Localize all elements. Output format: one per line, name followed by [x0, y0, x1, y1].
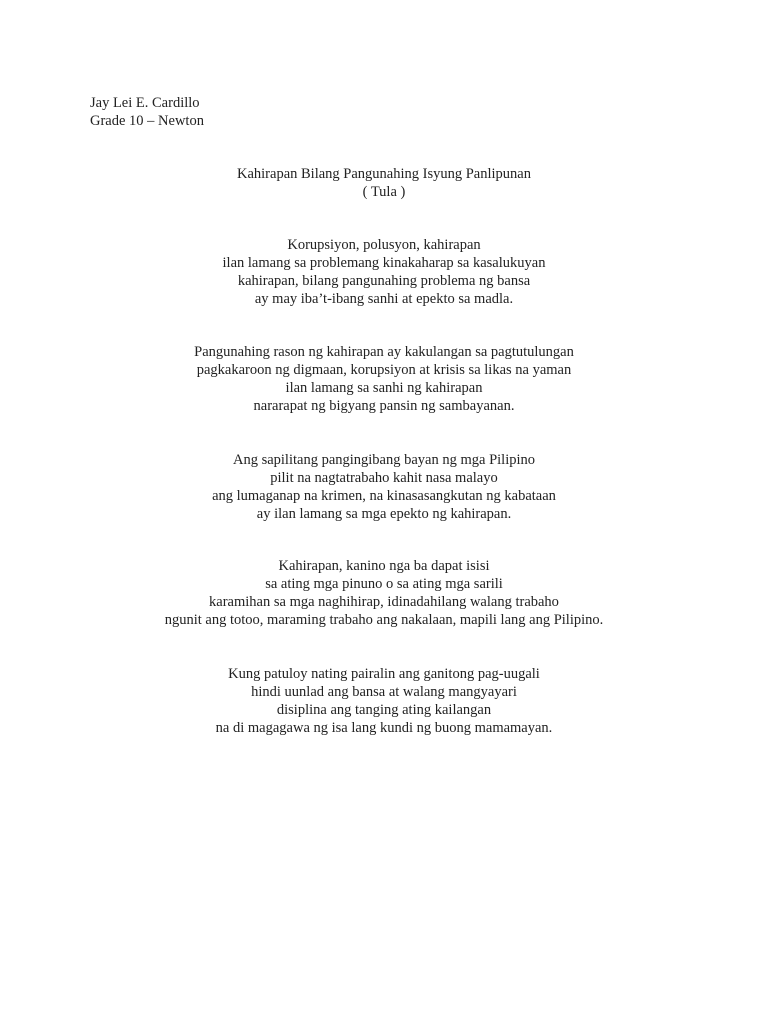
poem-line: disiplina ang tanging ating kailangan [276, 702, 492, 718]
poem-line: na di magagawa ng isa lang kundi ng buong mamamayan. [215, 720, 553, 736]
poem-line: nararapat ng bigyang pansin ng sambayanan. [253, 398, 515, 414]
stanza-4 [0, 557, 768, 629]
poem-line: ang lumaganap na krimen, na kinasasangkutan ng kabataan [212, 488, 556, 504]
author-block [90, 94, 204, 130]
author-section: Grade 10 – Newton [90, 113, 204, 129]
poem-line: pilit na nagtatrabaho kahit nasa malayo [270, 470, 498, 486]
poem-line: Kahirapan, kanino nga ba dapat isisi [278, 558, 490, 574]
stanza-2 [0, 343, 768, 415]
poem-line: Korupsiyon, polusyon, kahirapan [287, 237, 481, 253]
poem-line: ngunit ang totoo, maraming trabaho ang nakalaan, mapili lang ang Pilipino. [164, 612, 604, 628]
poem-line: karamihan sa mga naghihirap, idinadahilang walang trabaho [209, 594, 559, 610]
stanza-3 [0, 451, 768, 523]
poem-line: Kung patuloy nating pairalin ang ganitong pag-uugali [228, 666, 540, 682]
poem-line: kahirapan, bilang pangunahing problema ng bansa [237, 273, 531, 289]
stanza-1 [0, 236, 768, 308]
poem-subtitle: ( Tula ) [362, 184, 406, 200]
poem-line: Ang sapilitang pangingibang bayan ng mga Pilipino [232, 452, 536, 468]
poem-line: ilan lamang sa sanhi ng kahirapan [285, 380, 483, 396]
poem-line: ay may iba’t-ibang sanhi at epekto sa madla. [254, 291, 514, 307]
poem-line: sa ating mga pinuno o sa ating mga sarili [265, 576, 503, 592]
poem-line: ilan lamang sa problemang kinakaharap sa kasalukuyan [222, 255, 546, 271]
poem-line: Pangunahing rason ng kahirapan ay kakulangan sa pagtutulungan [194, 344, 574, 360]
poem-line: pagkakaroon ng digmaan, korupsiyon at krisis sa likas na yaman [196, 362, 572, 378]
stanza-5 [0, 665, 768, 737]
poem-title: Kahirapan Bilang Pangunahing Isyung Panlipunan [237, 166, 531, 182]
author-name: Jay Lei E. Cardillo [90, 95, 200, 111]
poem-line: ay ilan lamang sa mga epekto ng kahirapan. [256, 506, 512, 522]
poem-line: hindi uunlad ang bansa at walang mangyayari [251, 684, 517, 700]
poem-title-block [0, 165, 768, 201]
